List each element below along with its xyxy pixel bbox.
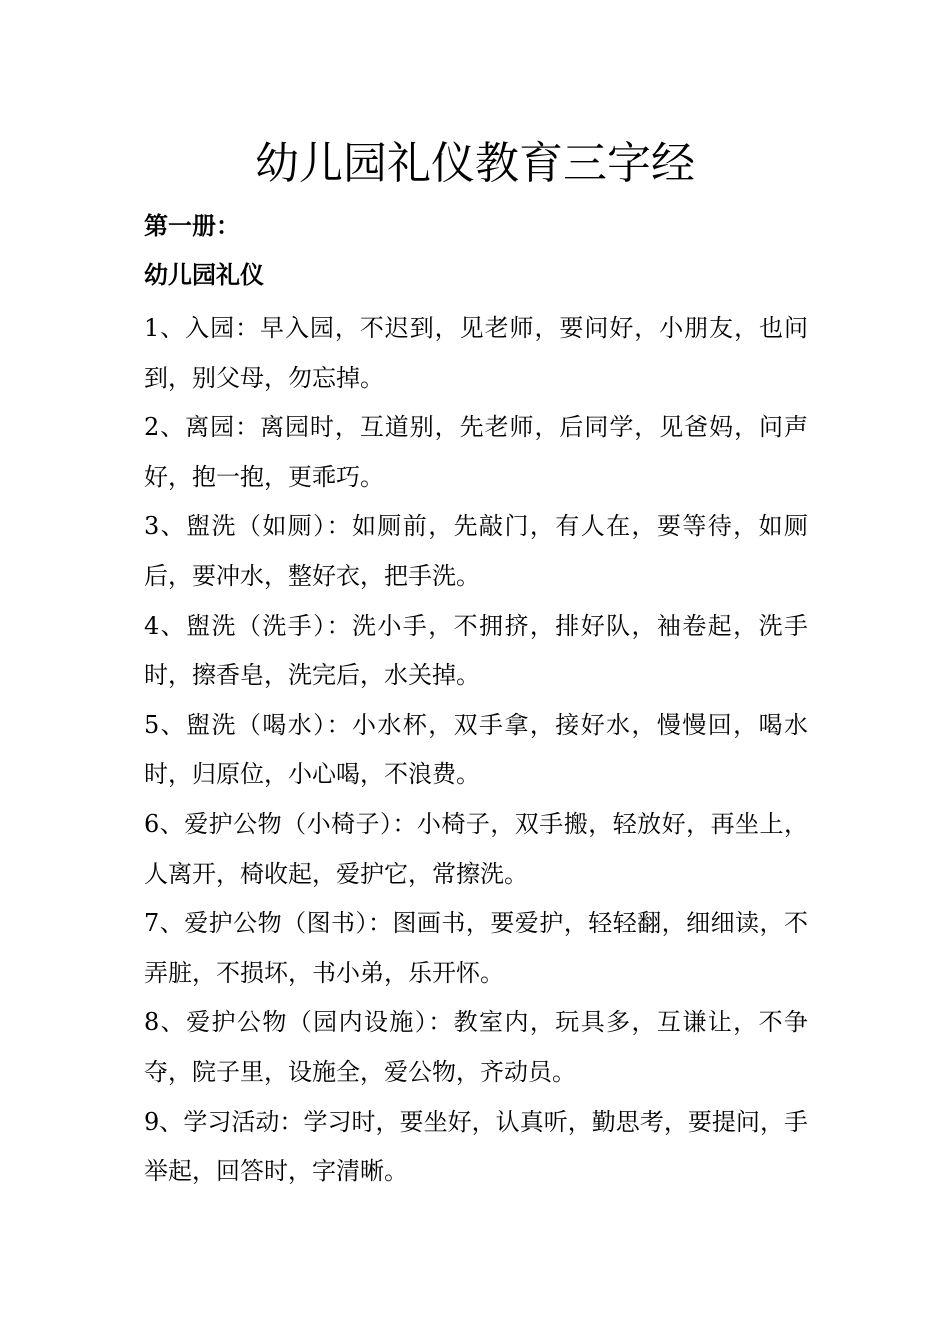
rhyme-item-8: 8、爱护公物（园内设施）：教室内，玩具多，互谦让，不争夺，院子里，设施全，爱公物，齐动员。: [144, 1008, 808, 1086]
rhyme-item-3: 3、盥洗（如厕）：如厕前，先敲门，有人在，要等待，如厕后，要冲水，整好衣，把手洗。: [144, 512, 808, 590]
rhyme-item-6: 6、爱护公物（小椅子）：小椅子，双手搬，轻放好，再坐上，人离开，椅收起，爱护它，常擦洗。: [144, 809, 808, 888]
rhyme-item-9: 9、学习活动：学习时，要坐好，认真听，勤思考，要提问，手举起，回答时，字清晰。: [144, 1107, 808, 1186]
rhyme-list: [144, 304, 808, 1197]
section-heading: 幼儿园礼仪: [144, 261, 264, 289]
rhyme-item-7: 7、爱护公物（图书）：图画书，要爱护，轻轻翻，细细读，不弄脏，不损坏，书小弟，乐开怀。: [144, 909, 808, 987]
rhyme-item-5: 5、盥洗（喝水）：小水杯，双手拿，接好水，慢慢回，喝水时，归原位，小心喝，不浪费。: [144, 710, 808, 789]
rhyme-item-2: 2、离园：离园时，互道别，先老师，后同学，见爸妈，问声好，抱一抱，更乖巧。: [144, 413, 808, 491]
rhyme-item-4: 4、盥洗（洗手）：洗小手，不拥挤，排好队，袖卷起，洗手时，擦香皂，洗完后，水关掉。: [144, 611, 808, 690]
rhyme-item-1: 1、入园：早入园，不迟到，见老师，要问好，小朋友，也问到，别父母，勿忘掉。: [144, 314, 808, 392]
document-title: 幼儿园礼仪教育三字经: [255, 138, 695, 189]
volume-heading: 第一册：: [144, 212, 240, 240]
